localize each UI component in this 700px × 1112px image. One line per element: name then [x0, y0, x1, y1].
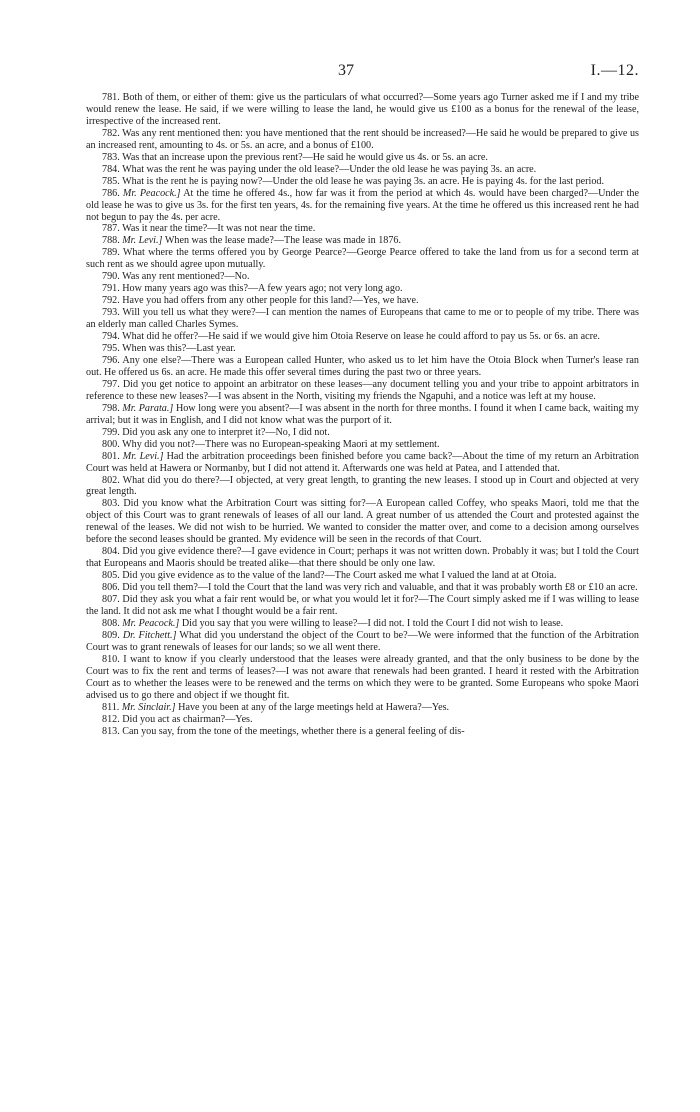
- question-paragraph: [86, 307, 639, 331]
- question-text: Did they ask you what a fair rent would be, or what you would let it for?—The Court simply asked me if I was willing to lease the land. It did not ask me what I thought would be a fair rent.: [86, 594, 640, 617]
- question-number: 797.: [102, 378, 120, 390]
- question-paragraph: [86, 594, 639, 618]
- question-text: Why did you not?—There was no European-speaking Maori at my settlement.: [122, 438, 440, 450]
- question-paragraph: [86, 164, 639, 176]
- speaker-name: Mr. Parata.]: [122, 402, 174, 414]
- question-paragraph: [86, 176, 639, 188]
- question-paragraph: [86, 582, 639, 594]
- question-paragraph: [86, 618, 639, 630]
- question-number: 800.: [102, 438, 120, 450]
- question-text: Did you tell them?—I told the Court that the land was very rich and valuable, and that it was probably worth £8 or £10 an acre.: [122, 582, 638, 594]
- speaker-name: Dr. Fitchett.]: [122, 629, 177, 641]
- question-text: Did you get notice to appoint an arbitrator on these leases—any document telling you and your tribe to appoint arbitrators in reference to these new leases?—I was absent in the North, visiting my friends the Ngapuhi, and a notice was left at my house.: [86, 378, 640, 402]
- question-number: 792.: [102, 295, 120, 307]
- question-paragraph: [86, 343, 639, 355]
- question-text: Was any rent mentioned then: you have mentioned that the rent should be increased?—He said he would be prepared to give us an increased rent, amounting to 4s. or 5s. an acre, and a bonus of £100.: [86, 127, 639, 151]
- question-number: 801.: [102, 450, 120, 462]
- page-number: 37: [338, 62, 354, 79]
- question-text: What is the rent he is paying now?—Under the old lease he was paying 3s. an acre. He is paying 4s. for the last period.: [122, 175, 605, 187]
- question-text: Can you say, from the tone of the meetings, whether there is a general feeling of dis-: [122, 725, 465, 737]
- question-number: 808.: [102, 617, 120, 629]
- question-paragraph: [86, 475, 639, 499]
- question-number: 794.: [102, 331, 120, 343]
- question-text: How many years ago was this?—A few years ago; not very long ago.: [122, 283, 403, 295]
- question-text: How long were you absent?—I was absent in the north for three months. I found it when I came back, waiting my arrival; but it was in English, and I did not know what was the purport of it.: [86, 402, 639, 426]
- question-number: 807.: [102, 594, 120, 606]
- speaker-name: Mr. Peacock.]: [122, 617, 180, 629]
- question-text: When was the lease made?—The lease was made in 1876.: [164, 235, 401, 247]
- question-number: 811.: [102, 701, 120, 713]
- question-number: 813.: [102, 725, 120, 737]
- question-number: 793.: [102, 307, 120, 319]
- question-text: Will you tell us what they were?—I can mention the names of Europeans that came to me or to people of my tribe. There was an elderly man called Charles Symes.: [86, 307, 639, 331]
- question-paragraph: [86, 92, 639, 128]
- question-number: 802.: [102, 474, 120, 486]
- question-text: Was any rent mentioned?—No.: [122, 271, 250, 283]
- question-paragraph: [86, 295, 639, 307]
- question-paragraph: [86, 331, 639, 343]
- question-paragraph: [86, 128, 639, 152]
- document-reference: I.—12.: [590, 62, 639, 79]
- question-paragraph: [86, 439, 639, 451]
- question-number: 781.: [102, 92, 120, 103]
- question-number: 798.: [102, 402, 120, 414]
- page-header: [86, 62, 639, 84]
- question-paragraph: [86, 654, 639, 702]
- question-text: Did you know what the Arbitration Court was sitting for?—A European called Coffey, who speaks Maori, told me that the object of this Court was to grant renewals of leases of all our land. A great number of us attended the Court and protested against the renewal of the leases. We did not wish to be hurried. We wanted to consider the matter over, and come to a decision among ourselves before the second leases should be granted. My evidence will be seen in the records of that Court.: [86, 498, 639, 546]
- question-paragraph: [86, 223, 639, 235]
- question-number: 795.: [102, 343, 120, 355]
- question-paragraph: [86, 546, 639, 570]
- question-text: What did you do there?—I objected, at very great length, to granting the new leases. I stood up in Court and objected at very great length.: [86, 474, 639, 498]
- question-number: 782.: [102, 127, 120, 139]
- question-text: What did you understand the object of the Court to be?—We were informed that the function of the Arbitration Court was to grant renewals of leases for our lands; so we all went there.: [86, 629, 639, 653]
- question-paragraph: [86, 283, 639, 295]
- question-text: Did you say that you were willing to lease?—I did not. I told the Court I did not wish to lease.: [181, 617, 564, 629]
- question-number: 791.: [102, 283, 120, 295]
- question-text: Any one else?—There was a European called Hunter, who asked us to let him have the Otoia Block when Turner's lease ran out. He offered us 6s. an acre. He made this offer several times during the past two or three years.: [86, 354, 639, 378]
- question-number: 796.: [102, 354, 120, 366]
- question-paragraph: [86, 451, 639, 475]
- question-text: Was it near the time?—It was not near the time.: [122, 223, 316, 235]
- question-number: 787.: [102, 223, 120, 235]
- question-number: 785.: [102, 175, 120, 187]
- question-number: 790.: [102, 271, 120, 283]
- question-number: 803.: [102, 498, 120, 510]
- question-paragraph: [86, 152, 639, 164]
- question-number: 810.: [102, 653, 120, 665]
- question-paragraph: [86, 427, 639, 439]
- question-text: What was the rent he was paying under the old lease?—Under the old lease he was paying 3s. an acre.: [122, 163, 537, 175]
- question-paragraph: [86, 271, 639, 283]
- evidence-text: [86, 92, 639, 737]
- question-paragraph: [86, 702, 639, 714]
- question-paragraph: [86, 714, 639, 726]
- question-number: 786.: [102, 187, 120, 199]
- question-text: Did you give evidence as to the value of the land?—The Court asked me what I valued the land at at Otoia.: [122, 570, 557, 582]
- question-number: 805.: [102, 570, 120, 582]
- speaker-name: Mr. Peacock.]: [122, 187, 181, 199]
- question-text: Had the arbitration proceedings been finished before you came back?—About the time of my return an Arbitration Court was held at Hawera or Normanby, but I did not attend it. Afterwards one was held at Patea, and I attended that.: [86, 450, 639, 474]
- question-paragraph: [86, 247, 639, 271]
- speaker-name: Mr. Levi.]: [122, 450, 164, 462]
- question-number: 812.: [102, 713, 120, 725]
- question-number: 809.: [102, 629, 120, 641]
- question-text: I want to know if you clearly understood that the leases were already granted, and that the only business to be done by the Court was to fix the rent and terms of leases?—I was not aware that renewals had been granted. I heard it rested with the Arbitration Court as to whether the leases were to be renewed and the terms on which they were to be granted. Some Europeans who spoke Maori advised us to go there and object if we thought fit.: [86, 653, 640, 701]
- question-number: 806.: [102, 582, 120, 594]
- question-paragraph: [86, 630, 639, 654]
- question-paragraph: [86, 355, 639, 379]
- question-paragraph: [86, 235, 639, 247]
- question-number: 804.: [102, 546, 120, 558]
- question-paragraph: [86, 726, 639, 738]
- question-text: Did you act as chairman?—Yes.: [122, 713, 253, 725]
- question-text: What where the terms offered you by George Pearce?—George Pearce offered to take the land from us for a second term at such rent as we should agree upon mutually.: [86, 247, 639, 271]
- question-paragraph: [86, 570, 639, 582]
- question-paragraph: [86, 379, 639, 403]
- question-number: 784.: [102, 163, 120, 175]
- question-paragraph: [86, 498, 639, 546]
- question-text: Have you been at any of the large meetings held at Hawera?—Yes.: [178, 701, 450, 713]
- question-text: Have you had offers from any other people for this land?—Yes, we have.: [122, 295, 419, 307]
- question-number: 788.: [102, 235, 120, 247]
- question-text: Both of them, or either of them: give us the particulars of what occurred?—Some years ago Turner asked me if I and my tribe would renew the lease. He said, if we were willing to lease the land, he would give us £100 as a bonus for the renewal of the lease, irrespective of the increased rent.: [86, 92, 639, 127]
- question-text: Was that an increase upon the previous rent?—He said he would give us 4s. or 5s. an acre.: [122, 151, 488, 163]
- question-number: 799.: [102, 426, 120, 438]
- question-paragraph: [86, 403, 639, 427]
- speaker-name: Mr. Levi.]: [122, 235, 163, 247]
- question-text: Did you ask any one to interpret it?—No, I did not.: [122, 426, 330, 438]
- question-text: Did you give evidence there?—I gave evidence in Court; perhaps it was not written down. Probably it was; but I told the Court that Europeans and Maoris should be treated alike—that there should be only one law.: [86, 546, 639, 570]
- document-page: [86, 62, 639, 737]
- question-text: When was this?—Last year.: [122, 343, 236, 355]
- question-number: 783.: [102, 151, 120, 163]
- speaker-name: Mr. Sinclair.]: [121, 701, 176, 713]
- question-text: At the time he offered 4s., how far was it from the period at which 4s. would have been charged?—Under the old lease he was to give us 3s. for the first ten years, 4s. for the remaining five years. At the time he offered us this increased rent he had not begun to pay the 4s. per acre.: [86, 187, 639, 223]
- question-text: What did he offer?—He said if we would give him Otoia Reserve on lease he could afford to pay us 5s. or 6s. an acre.: [122, 331, 600, 343]
- question-number: 789.: [102, 247, 120, 259]
- question-paragraph: [86, 188, 639, 224]
